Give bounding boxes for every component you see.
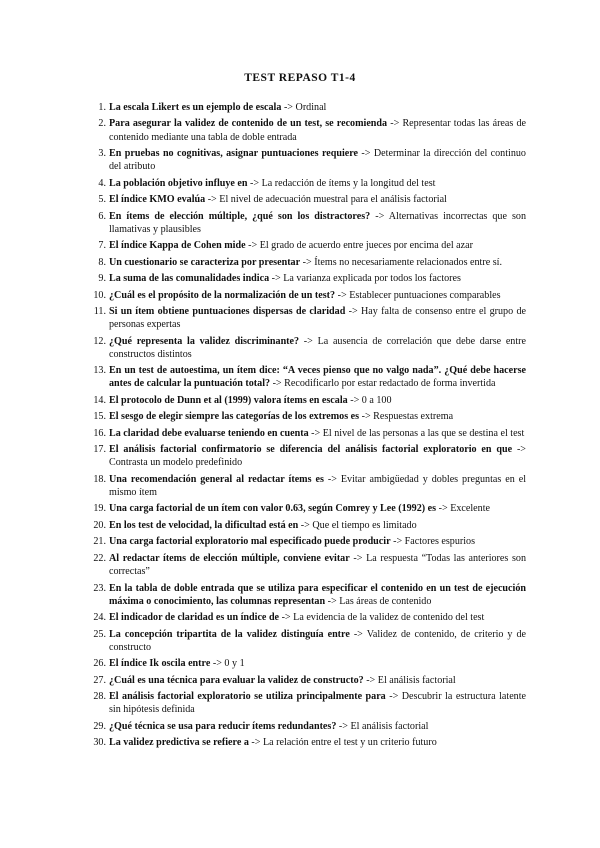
answer-text: Las áreas de contenido <box>339 595 432 607</box>
list-item <box>88 239 526 252</box>
arrow-separator: -> <box>349 628 367 640</box>
question-text: En pruebas no cognitivas, asignar puntuaciones requiere <box>109 148 359 160</box>
answer-text: Ítems no necesariamente relacionados entre sí. <box>314 256 502 268</box>
answer-text: Respuestas extrema <box>373 411 454 423</box>
item-number: 9. <box>98 273 106 285</box>
question-text: El índice Ik oscila entre <box>109 658 211 670</box>
arrow-separator: -> <box>390 536 405 548</box>
list-item <box>88 443 526 469</box>
arrow-separator: -> <box>345 306 361 318</box>
question-text: Una carga factorial exploratorio mal especificado puede producir <box>109 536 391 548</box>
item-number: 7. <box>98 240 106 252</box>
list-item <box>88 582 526 608</box>
item-number: 23. <box>93 582 106 594</box>
item-number: 1. <box>98 102 106 113</box>
answer-text: Descubrir la estructura latente sin hipótesis definida <box>109 691 526 716</box>
list-item <box>88 720 526 733</box>
item-number: 16. <box>93 427 106 439</box>
question-text: En un test de autoestima, un ítem dice: “A veces pienso que no valgo nada”. ¿Qué debe hacerse antes de calcular la puntuación total? <box>109 365 526 390</box>
list-item <box>88 427 526 440</box>
list-item <box>88 147 526 173</box>
arrow-separator: -> <box>363 674 378 686</box>
arrow-separator: -> <box>323 473 341 485</box>
arrow-separator: -> <box>299 335 318 347</box>
item-number: 14. <box>93 394 106 406</box>
list-item <box>88 177 526 190</box>
question-text: Si un ítem obtiene puntuaciones dispersas de claridad <box>109 306 346 318</box>
list-item <box>88 535 526 548</box>
question-text: El índice KMO evalúa <box>109 194 206 206</box>
item-number: 29. <box>93 720 106 732</box>
document-title: TEST REPASO T1-4 <box>244 72 356 84</box>
answer-text: La varianza explicada por todos los factores <box>283 273 461 285</box>
arrow-separator: -> <box>247 177 262 189</box>
question-text: El análisis factorial exploratorio se utiliza principalmente para <box>109 691 386 703</box>
item-number: 18. <box>93 473 106 485</box>
list-item <box>88 305 526 331</box>
list-item <box>88 335 526 361</box>
list-item <box>88 394 526 407</box>
question-text: El índice Kappa de Cohen mide <box>109 240 246 252</box>
question-text: En ítems de elección múltiple, ¿qué son los distractores? <box>109 210 371 222</box>
question-text: ¿Qué técnica se usa para reducir ítems redundantes? <box>109 720 337 732</box>
item-number: 27. <box>93 674 106 686</box>
answer-text: Factores espurios <box>404 536 476 548</box>
answer-text: Evitar ambigüedad y dobles preguntas en el mismo ítem <box>109 473 527 498</box>
answer-text: Excelente <box>450 503 490 515</box>
list-item <box>88 690 526 716</box>
item-number: 12. <box>93 335 106 347</box>
question-text: ¿Qué representa la validez discriminante? <box>109 335 300 347</box>
list-item <box>88 657 526 670</box>
list-item <box>88 473 526 499</box>
answer-text: El nivel de las personas a las que se destina el test <box>322 427 525 439</box>
arrow-separator: -> <box>336 720 351 732</box>
answer-text: El análisis factorial <box>350 720 429 732</box>
answer-text: Recodificarlo por estar redactado de forma invertida <box>284 378 496 390</box>
list-item <box>88 552 526 578</box>
item-number: 11. <box>93 306 106 318</box>
question-text: El protocolo de Dunn et al (1999) valora ítems en escala <box>109 394 348 406</box>
answer-text: Representar todas las áreas de contenido mediante una tabla de doble entrada <box>109 118 526 143</box>
answer-text: Alternativas incorrectas que son llamativas y plausibles <box>109 210 526 235</box>
answer-text: 0 a 100 <box>361 394 392 406</box>
item-number: 13. <box>93 365 106 377</box>
item-number: 30. <box>93 737 106 749</box>
arrow-separator: -> <box>308 427 323 439</box>
item-number: 24. <box>93 612 106 624</box>
list-item <box>88 410 526 423</box>
arrow-separator: -> <box>298 519 313 531</box>
arrow-separator: -> <box>270 378 285 390</box>
item-number: 28. <box>93 691 106 703</box>
answer-text: Determinar la dirección del continuo del atributo <box>109 148 526 173</box>
question-text: La suma de las comunalidades indica <box>109 273 270 285</box>
answer-text: Hay falta de consenso entre el grupo de personas expertas <box>109 306 526 331</box>
question-text: Para asegurar la validez de contenido de un test, se recomienda <box>109 118 388 130</box>
list-item <box>88 502 526 515</box>
item-number: 3. <box>98 148 106 160</box>
question-text: Al redactar ítems de elección múltiple, conviene evitar <box>109 552 350 564</box>
question-text: La población objetivo influye en <box>109 177 248 189</box>
list-item <box>88 611 526 624</box>
list-item <box>88 256 526 269</box>
answer-text: La respuesta “Todas las anteriores son correctas” <box>109 552 526 578</box>
arrow-separator: -> <box>248 737 263 749</box>
list-item <box>88 289 526 302</box>
question-text: La concepción tripartita de la validez distinguía entre <box>109 628 350 640</box>
item-number: 2. <box>98 118 106 130</box>
question-text: Una carga factorial de un ítem con valor 0.63, según Comrey y Lee (1992) es <box>109 503 437 515</box>
arrow-separator: -> <box>359 411 374 423</box>
answer-text: El nivel de adecuación muestral para el análisis factorial <box>219 194 447 206</box>
answer-text: Ordinal <box>295 102 327 113</box>
item-number: 26. <box>93 658 106 670</box>
list-item <box>88 193 526 206</box>
question-text: El indicador de claridad es un índice de <box>109 612 280 624</box>
arrow-separator: -> <box>358 148 374 160</box>
item-number: 10. <box>93 289 106 301</box>
arrow-separator: -> <box>210 658 225 670</box>
answer-text: La redacción de ítems y la longitud del test <box>261 177 436 189</box>
question-text: La claridad debe evaluarse teniendo en cuenta <box>109 427 309 439</box>
item-number: 17. <box>93 444 106 456</box>
arrow-separator: -> <box>279 612 294 624</box>
item-number: 4. <box>98 177 106 189</box>
arrow-separator: -> <box>325 595 340 607</box>
item-number: 20. <box>93 519 106 531</box>
answer-text: Establecer puntuaciones comparables <box>349 289 501 301</box>
answer-text: La evidencia de la validez de contenido del test <box>293 612 485 624</box>
question-text: En los test de velocidad, la dificultad está en <box>109 519 299 531</box>
arrow-separator: -> <box>300 256 315 268</box>
arrow-separator: -> <box>205 194 220 206</box>
list-item <box>88 674 526 687</box>
arrow-separator: -> <box>436 503 451 515</box>
answer-text: La relación entre el test y un criterio futuro <box>263 737 437 749</box>
question-text: La escala Likert es un ejemplo de escala <box>109 102 282 113</box>
item-number: 5. <box>98 194 106 206</box>
answer-text: Contrasta un modelo predefinido <box>109 457 243 469</box>
arrow-separator: -> <box>349 552 367 564</box>
list-item <box>88 628 526 654</box>
answer-text: Validez de contenido, de criterio y de constructo <box>109 628 526 653</box>
item-number: 6. <box>98 210 106 222</box>
list-item <box>88 364 526 390</box>
item-number: 8. <box>98 256 106 268</box>
answer-text: Que el tiempo es limitado <box>312 519 417 531</box>
arrow-separator: -> <box>269 273 284 285</box>
item-number: 19. <box>93 503 106 515</box>
arrow-separator: -> <box>245 240 260 252</box>
answer-text: El grado de acuerdo entre jueces por encima del azar <box>259 240 473 252</box>
list-item <box>88 519 526 532</box>
item-number: 25. <box>93 628 106 640</box>
list-item <box>88 210 526 236</box>
answer-text: 0 y 1 <box>224 658 245 670</box>
question-text: Un cuestionario se caracteriza por presentar <box>109 256 301 268</box>
list-item <box>88 101 526 114</box>
question-text: El análisis factorial confirmatorio se diferencia del análisis factorial exploratorio en que <box>109 444 513 456</box>
list-item <box>88 272 526 285</box>
question-text: La validez predictiva se refiere a <box>109 737 249 749</box>
list-item <box>88 736 526 749</box>
arrow-separator: -> <box>512 444 527 456</box>
question-text: ¿Cuál es el propósito de la normalización de un test? <box>109 289 336 301</box>
question-text: El sesgo de elegir siempre las categorías de los extremos es <box>109 411 360 423</box>
item-number: 21. <box>93 536 106 548</box>
list-item <box>88 117 526 143</box>
item-number: 22. <box>93 552 106 564</box>
arrow-separator: -> <box>370 210 389 222</box>
question-text: ¿Cuál es una técnica para evaluar la validez de constructo? <box>109 674 364 686</box>
arrow-separator: -> <box>387 118 403 130</box>
question-text: En la tabla de doble entrada que se utiliza para especificar el contenido en un test de ejecución máxima o conocimiento, las columnas representan <box>109 582 526 607</box>
question-list <box>88 101 526 753</box>
arrow-separator: -> <box>347 394 362 406</box>
arrow-separator: -> <box>281 102 296 113</box>
arrow-separator: -> <box>385 691 402 703</box>
item-number: 15. <box>93 411 106 423</box>
arrow-separator: -> <box>335 289 350 301</box>
question-text: Una recomendación general al redactar ítems es <box>109 473 324 485</box>
answer-text: La ausencia de correlación que debe darse entre constructos distintos <box>109 335 526 360</box>
answer-text: El análisis factorial <box>377 674 456 686</box>
